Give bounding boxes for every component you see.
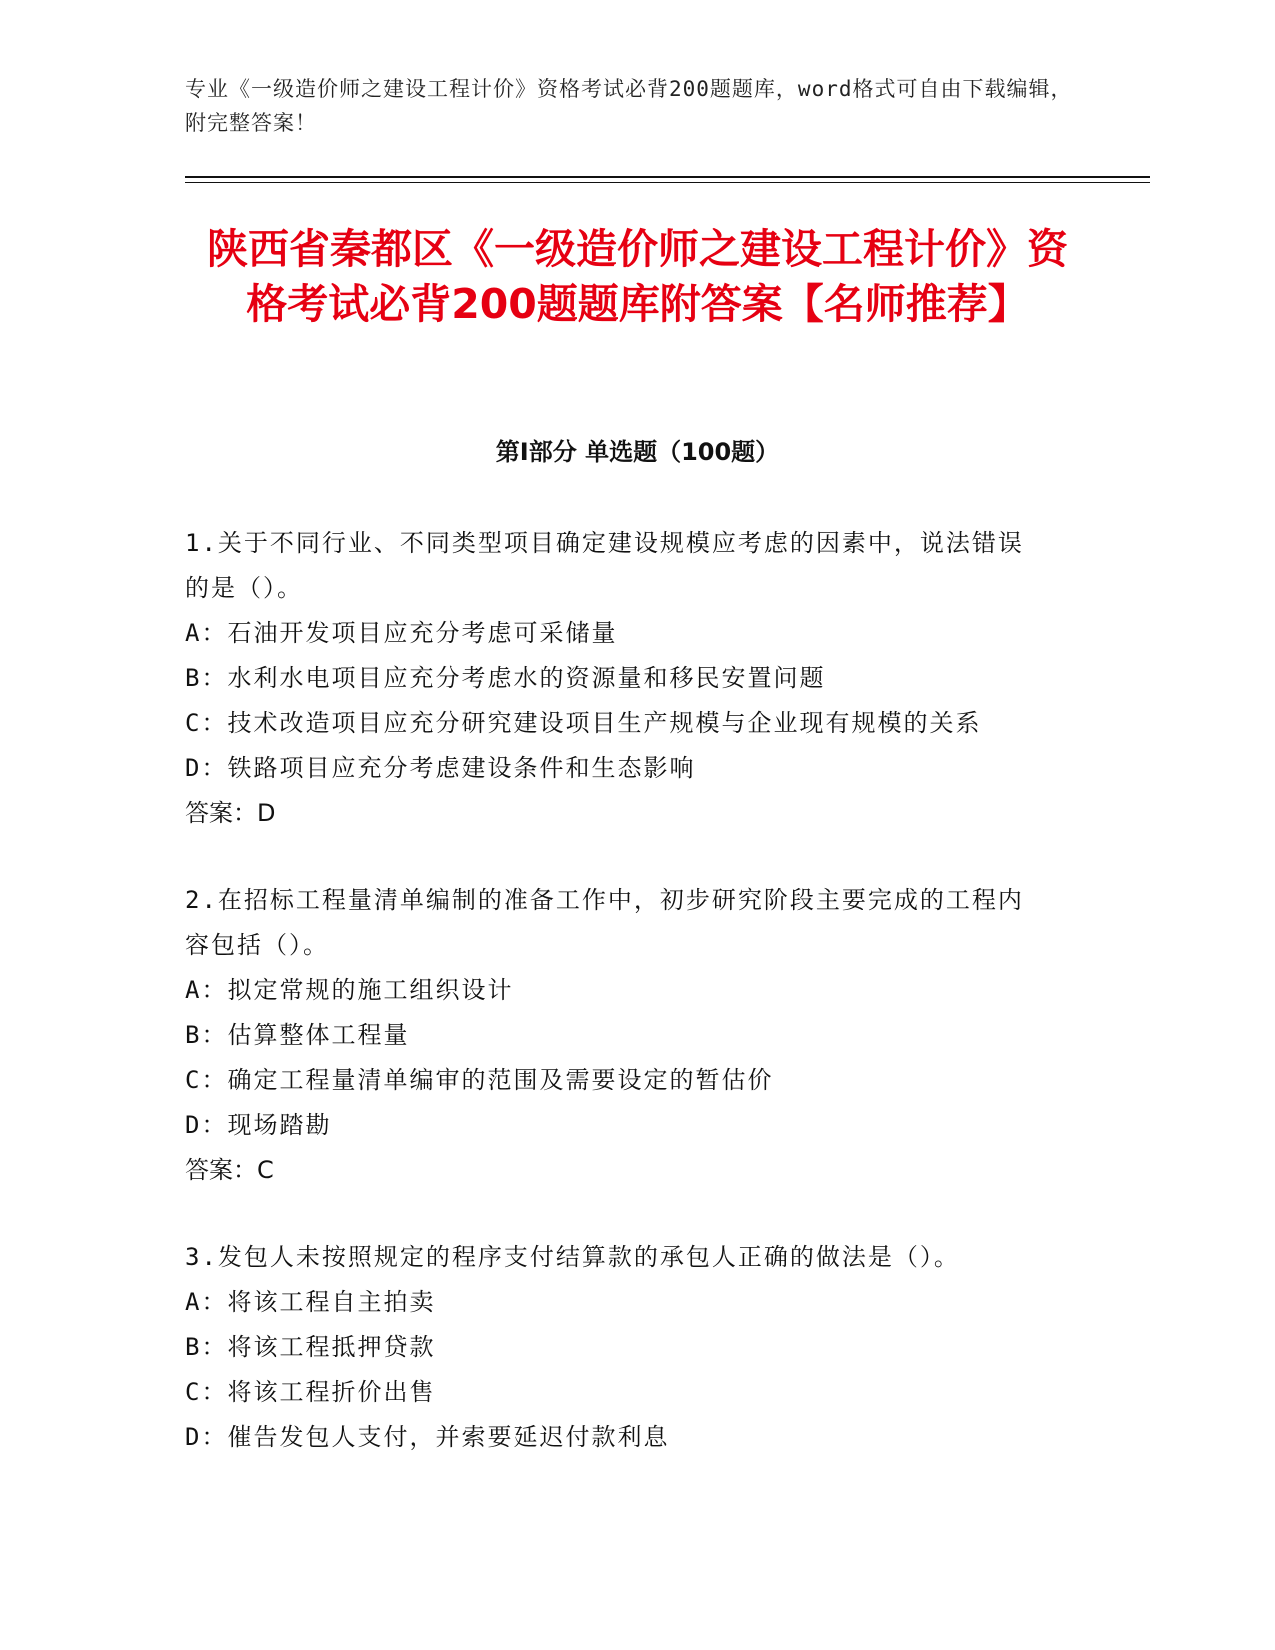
option-d: D：铁路项目应充分考虑建设条件和生态影响 <box>185 754 696 782</box>
answer: 答案：C <box>185 1156 274 1184</box>
option-d: D：现场踏勘 <box>185 1111 332 1139</box>
option-a: A：将该工程自主拍卖 <box>185 1288 436 1316</box>
option-a: A：拟定常规的施工组织设计 <box>185 976 514 1004</box>
option-a: A：石油开发项目应充分考虑可采储量 <box>185 619 618 647</box>
option-c: C：将该工程折价出售 <box>185 1378 436 1406</box>
question-list <box>185 521 1085 1502</box>
header-note: 专业《一级造价师之建设工程计价》资格考试必背200题题库，word格式可自由下载编辑，附完整答案！ <box>185 77 1073 135</box>
question-3 <box>185 1235 1085 1460</box>
question-stem: 1.关于不同行业、不同类型项目确定建设规模应考虑的因素中，说法错误的是（）。 <box>185 529 1024 602</box>
option-d: D：催告发包人支付，并索要延迟付款利息 <box>185 1423 670 1451</box>
option-b: B：水利水电项目应充分考虑水的资源量和移民安置问题 <box>185 664 826 692</box>
header-divider-thin <box>185 182 1150 183</box>
question-2 <box>185 878 1085 1193</box>
option-b: B：将该工程抵押贷款 <box>185 1333 436 1361</box>
option-b: B：估算整体工程量 <box>185 1021 410 1049</box>
header-divider-thick <box>185 176 1150 178</box>
answer: 答案：D <box>185 799 276 827</box>
section-title: 第Ⅰ部分 单选题（100题） <box>495 438 780 466</box>
question-1 <box>185 521 1085 836</box>
document-title: 陕西省秦都区《一级造价师之建设工程计价》资格考试必背200题题库附答案【名师推荐】 <box>207 225 1068 328</box>
question-stem: 3.发包人未按照规定的程序支付结算款的承包人正确的做法是（）。 <box>185 1243 960 1271</box>
question-stem: 2.在招标工程量清单编制的准备工作中，初步研究阶段主要完成的工程内容包括（）。 <box>185 886 1024 959</box>
option-c: C：确定工程量清单编审的范围及需要设定的暂估价 <box>185 1066 774 1094</box>
option-c: C：技术改造项目应充分研究建设项目生产规模与企业现有规模的关系 <box>185 709 982 737</box>
